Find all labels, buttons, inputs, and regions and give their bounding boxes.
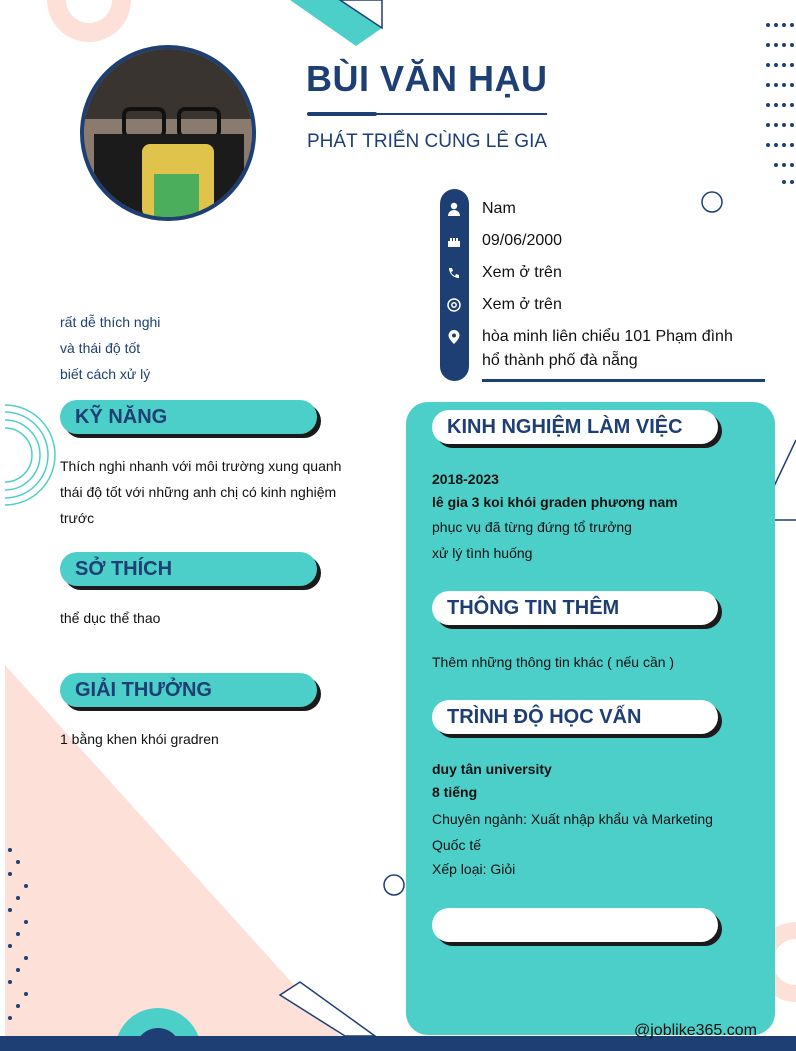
education-heading-label: TRÌNH ĐỘ HỌC VẤN: [447, 706, 642, 728]
avatar-photo: [84, 49, 252, 217]
hobbies-text: thể dục thể thao: [60, 610, 161, 626]
awards-text: 1 bằng khen khói gradren: [60, 731, 219, 747]
extra-info-heading-label: THÔNG TIN THÊM: [447, 597, 620, 619]
experience-company: lê gia 3 koi khói graden phương nam: [432, 494, 678, 510]
education-major: Chuyên ngành: Xuất nhập khẩu và Marketing Quốc tế: [432, 811, 713, 853]
experience-heading-label: KINH NGHIỆM LÀM VIỆC: [447, 416, 683, 438]
name-divider-accent: [307, 112, 377, 116]
awards-heading: [60, 673, 317, 707]
birthday-cake-icon: [444, 231, 464, 251]
hobbies-heading: [60, 552, 317, 586]
experience-period: 2018-2023: [432, 471, 499, 487]
skills-heading: [60, 400, 317, 434]
education-duration: 8 tiếng: [432, 784, 478, 800]
contact-birthday: 09/06/2000: [482, 232, 563, 249]
contact-gender: Nam: [482, 200, 516, 217]
extra-info-heading: [432, 591, 718, 625]
empty-section-heading: [432, 908, 718, 942]
skills-heading-label: KỸ NĂNG: [75, 406, 168, 428]
candidate-name: BÙI VĂN HẠU: [306, 58, 548, 99]
intro-line: và thái độ tốt: [60, 340, 141, 356]
education-school: duy tân university: [432, 761, 552, 777]
education-heading: [432, 700, 718, 734]
email-icon: [444, 295, 464, 315]
intro-line: biết cách xử lý: [60, 366, 151, 382]
awards-heading-label: GIẢI THƯỞNG: [75, 679, 212, 701]
user-icon: [444, 199, 464, 219]
avatar: [80, 45, 256, 221]
experience-detail: phục vụ đã từng đứng tổ trưởng: [432, 519, 632, 535]
experience-heading: [432, 410, 718, 444]
extra-info-text: Thêm những thông tin khác ( nếu cần ): [432, 654, 675, 670]
contact-underline: [482, 379, 765, 382]
contact-address: hòa minh liên chiểu 101 Phạm đình hổ thành phố đà nẵng: [482, 328, 733, 369]
intro-summary: [60, 309, 160, 387]
contact-phone: Xem ở trên: [482, 264, 562, 281]
phone-icon: [444, 263, 464, 283]
skills-text: Thích nghi nhanh với môi trường xung quanh thái độ tốt với những anh chị có kinh nghiệm trước: [60, 458, 342, 526]
footer-brand: @joblike365.com: [634, 1022, 757, 1039]
hobbies-heading-label: SỞ THÍCH: [75, 558, 173, 580]
contact-email: Xem ở trên: [482, 296, 562, 313]
education-rank: Xếp loại: Giỏi: [432, 861, 516, 877]
intro-line: rất dễ thích nghi: [60, 314, 161, 330]
experience-detail: xử lý tình huống: [432, 545, 533, 561]
job-title: PHÁT TRIỂN CÙNG LÊ GIA: [307, 131, 548, 152]
location-pin-icon: [444, 327, 464, 347]
